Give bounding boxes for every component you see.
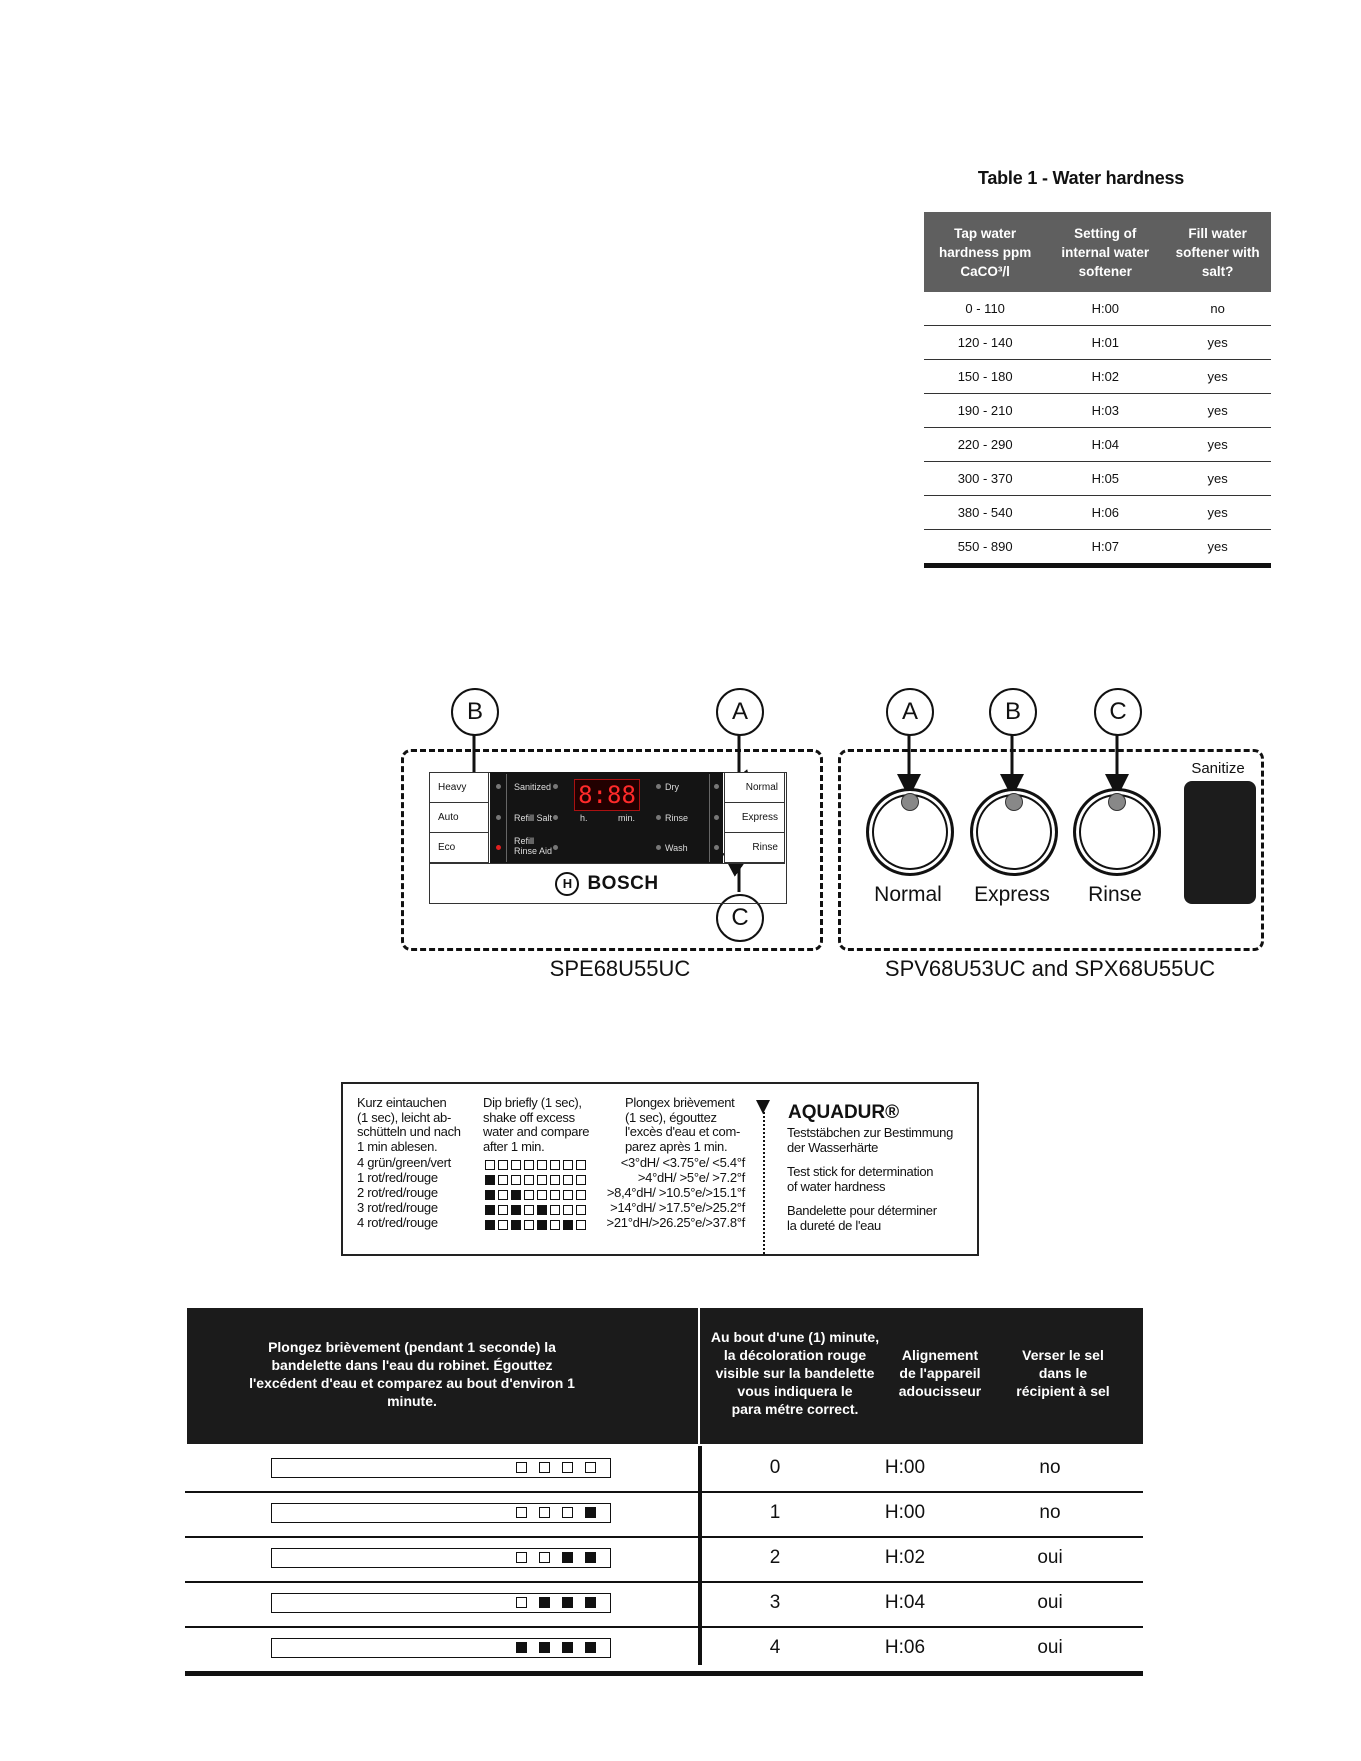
table-cell: yes	[1164, 496, 1271, 530]
callout-c-right: C	[1094, 688, 1142, 736]
aquadur-level-label: 2 rot/red/rouge	[357, 1185, 438, 1200]
test-strip	[271, 1503, 611, 1523]
aquadur-level-label: 3 rot/red/rouge	[357, 1200, 438, 1215]
aquadur-instructions-en	[483, 1096, 589, 1154]
eco-led	[496, 845, 501, 850]
header-alignment	[885, 1346, 995, 1400]
express-button[interactable]: Express	[724, 802, 785, 833]
test-pad	[562, 1507, 573, 1518]
rinse-aid-led	[553, 845, 558, 850]
cell-setting: H:00	[884, 1502, 926, 1523]
text-line: minute.	[387, 1393, 437, 1409]
header-salt	[1003, 1346, 1123, 1400]
table-cell: H:01	[1046, 326, 1164, 360]
cell-salt: oui	[1037, 1637, 1063, 1658]
callout-a-right: A	[886, 688, 934, 736]
aquadur-level-value: >8,4°dH/ >10.5°e/>15.1°f	[606, 1185, 745, 1200]
test-pad	[539, 1462, 550, 1473]
test-strip	[271, 1638, 611, 1658]
sanitize-display	[1184, 781, 1256, 904]
wash-indicator: Wash	[665, 843, 688, 853]
left-model-label: SPE68U55UC	[549, 956, 691, 981]
display-minutes-label: min.	[618, 813, 636, 823]
test-pad	[539, 1552, 550, 1563]
table-cell: yes	[1164, 462, 1271, 496]
test-pad	[550, 1220, 560, 1230]
aquadur-level-value: >14°dH/ >17.5°e/>25.2°f	[610, 1200, 745, 1215]
test-pad	[516, 1462, 527, 1473]
test-pad	[576, 1175, 586, 1185]
table-row	[185, 1626, 1143, 1676]
table-row	[185, 1536, 1143, 1583]
test-pad	[498, 1190, 508, 1200]
text-line: shake off excess	[483, 1109, 575, 1125]
aquadur-level-label: 1 rot/red/rouge	[357, 1170, 438, 1185]
text-line: after 1 min.	[483, 1138, 545, 1154]
aquadur-level-row	[357, 1156, 757, 1171]
cell-salt: oui	[1037, 1592, 1063, 1613]
normal-led	[714, 784, 719, 789]
test-pad	[498, 1175, 508, 1185]
aquadur-level-row	[357, 1201, 757, 1216]
test-pad	[516, 1552, 527, 1563]
cell-level: 2	[769, 1547, 781, 1568]
test-pad	[562, 1642, 573, 1653]
normal-knob-label: Normal	[874, 883, 942, 906]
text-line: parez après 1 min.	[625, 1138, 728, 1154]
cell-level: 0	[769, 1457, 781, 1478]
sanitized-led	[553, 784, 558, 789]
aquadur-level-value: >21°dH/>26.25°e/>37.8°f	[606, 1215, 745, 1230]
text-line: l'excès d'eau et com-	[625, 1124, 740, 1139]
cell-level: 4	[769, 1637, 781, 1658]
header-result	[703, 1328, 887, 1418]
text-line: schütteln und nach	[357, 1124, 461, 1139]
test-pad	[585, 1462, 596, 1473]
test-pad	[485, 1175, 495, 1185]
text-line: Plongez brièvement (pendant 1 seconde) la	[268, 1339, 556, 1355]
table-cell: H:05	[1046, 462, 1164, 496]
brand-name: BOSCH	[587, 872, 659, 894]
table-cell: 120 - 140	[924, 326, 1046, 360]
text-line: adoucisseur	[898, 1383, 982, 1399]
aquadur-desc-fr	[787, 1204, 937, 1233]
rinse-program-led	[714, 845, 719, 850]
display-hours-label: h.	[580, 813, 588, 823]
cell-salt: no	[1039, 1502, 1061, 1523]
dry-indicator: Dry	[665, 782, 679, 792]
test-strip	[271, 1548, 611, 1568]
cell-setting: H:04	[884, 1592, 926, 1613]
text-line: para métre correct.	[731, 1401, 859, 1417]
rinse-knob-label: Rinse	[1088, 883, 1142, 906]
panel-divider	[709, 774, 710, 862]
wash-led	[656, 845, 661, 850]
test-strip	[271, 1593, 611, 1613]
test-pad	[562, 1462, 573, 1473]
table-cell: yes	[1164, 428, 1271, 462]
text-line: (1 sec), leicht ab-	[357, 1109, 452, 1125]
header-divider	[698, 1308, 700, 1444]
callout-b-right: B	[989, 688, 1037, 736]
table-cell: yes	[1164, 394, 1271, 428]
aquadur-desc-de	[787, 1126, 953, 1155]
aquadur-divider	[763, 1104, 765, 1254]
knob-indicator-icon	[1005, 793, 1023, 811]
text-line: Teststäbchen zur Bestimmung	[787, 1125, 954, 1140]
table1-header-setting: Setting of internal water softener	[1046, 212, 1164, 292]
test-pad	[511, 1220, 521, 1230]
auto-led	[496, 815, 501, 820]
sanitize-label: Sanitize	[1191, 760, 1245, 777]
express-led	[714, 815, 719, 820]
test-pad	[537, 1205, 547, 1215]
auto-button[interactable]: Auto	[429, 802, 489, 833]
heavy-led	[496, 784, 501, 789]
table-row	[185, 1446, 1143, 1493]
test-pad	[585, 1507, 596, 1518]
test-pad	[539, 1642, 550, 1653]
table-cell: 190 - 210	[924, 394, 1046, 428]
table-cell: 550 - 890	[924, 530, 1046, 566]
cell-setting: H:02	[884, 1547, 926, 1568]
rinse-indicator: Rinse	[665, 813, 689, 823]
table-cell: H:02	[1046, 360, 1164, 394]
refill-salt-led	[553, 815, 558, 820]
text-line: water and compare	[483, 1124, 590, 1139]
sanitized-indicator: Sanitized	[514, 782, 552, 792]
aquadur-level-label: 4 grün/green/vert	[357, 1155, 451, 1170]
test-pad	[537, 1175, 547, 1185]
aquadur-color-pads	[485, 1216, 589, 1234]
test-pad	[485, 1160, 495, 1170]
test-pad	[576, 1160, 586, 1170]
test-pad	[485, 1220, 495, 1230]
text-line: Dip briefly (1 sec),	[483, 1095, 582, 1110]
aquadur-desc-en	[787, 1165, 933, 1194]
cell-salt: no	[1039, 1457, 1061, 1478]
test-pad	[511, 1175, 521, 1185]
refill-salt-indicator: Refill Salt	[514, 813, 553, 823]
dip-arrow-icon	[756, 1100, 770, 1114]
aquadur-level-row	[357, 1186, 757, 1201]
test-pad	[516, 1597, 527, 1608]
aquadur-level-list	[357, 1156, 757, 1231]
test-pad	[537, 1220, 547, 1230]
test-pad	[563, 1190, 573, 1200]
cell-level: 1	[769, 1502, 781, 1523]
normal-button[interactable]: Normal	[724, 772, 785, 803]
rinse-button[interactable]: Rinse	[724, 832, 785, 863]
test-pad	[485, 1205, 495, 1215]
test-pad	[498, 1220, 508, 1230]
test-pad	[563, 1220, 573, 1230]
eco-button[interactable]: Eco	[429, 832, 489, 863]
test-pad	[550, 1205, 560, 1215]
test-pad	[550, 1190, 560, 1200]
test-pad	[516, 1642, 527, 1653]
panel-divider	[506, 774, 507, 862]
header-instructions	[247, 1338, 577, 1410]
aquadur-level-value: <3°dH/ <3.75°e/ <5.4°f	[620, 1155, 745, 1170]
brand-strip	[429, 863, 785, 903]
test-pad	[537, 1190, 547, 1200]
test-pad	[550, 1160, 560, 1170]
text-line: der Wasserhärte	[787, 1139, 879, 1155]
table-cell: 150 - 180	[924, 360, 1046, 394]
text-line: la dureté de l'eau	[787, 1217, 881, 1233]
callout-b-left: B	[451, 688, 499, 736]
test-pad	[485, 1190, 495, 1200]
refill-indicator: Refill	[514, 836, 535, 846]
french-table-header	[187, 1308, 1143, 1444]
table-cell: H:07	[1046, 530, 1164, 566]
text-line: 1 min ablesen.	[357, 1138, 438, 1154]
test-pad	[562, 1552, 573, 1563]
test-pad	[524, 1175, 534, 1185]
table-cell: 300 - 370	[924, 462, 1046, 496]
test-pad	[563, 1160, 573, 1170]
test-pad	[498, 1205, 508, 1215]
text-line: dans le	[1038, 1365, 1088, 1381]
table-cell: H:03	[1046, 394, 1164, 428]
aquadur-instructions-de	[357, 1096, 461, 1154]
text-line: of water hardness	[787, 1178, 886, 1194]
callout-c-left: C	[716, 894, 764, 942]
test-pad	[511, 1160, 521, 1170]
test-pad	[563, 1205, 573, 1215]
knob-indicator-icon	[1108, 793, 1126, 811]
text-line: Bandelette pour déterminer	[787, 1203, 937, 1218]
test-pad	[576, 1205, 586, 1215]
table-cell: 380 - 540	[924, 496, 1046, 530]
aquadur-instructions-fr	[625, 1096, 740, 1154]
text-line: bandelette dans l'eau du robinet. Égouttez	[271, 1357, 553, 1373]
dry-led	[656, 784, 661, 789]
table-cell: yes	[1164, 530, 1271, 566]
aquadur-level-value: >4°dH/ >5°e/ >7.2°f	[637, 1170, 745, 1185]
test-pad	[524, 1160, 534, 1170]
text-line: Verser le sel	[1022, 1347, 1104, 1363]
table-cell: no	[1164, 292, 1271, 326]
right-model-label: SPV68U53UC and SPX68U55UC	[884, 956, 1216, 981]
table-cell: 0 - 110	[924, 292, 1046, 326]
cell-setting: H:06	[884, 1637, 926, 1658]
aquadur-level-row	[357, 1216, 757, 1231]
table-cell: H:00	[1046, 292, 1164, 326]
knob-indicator-icon	[901, 793, 919, 811]
text-line: visible sur la bandelette	[715, 1365, 875, 1381]
cell-setting: H:00	[884, 1457, 926, 1478]
aquadur-card	[341, 1082, 979, 1256]
test-pad	[516, 1507, 527, 1518]
rinse-led	[656, 815, 661, 820]
test-pad	[576, 1220, 586, 1230]
callout-a-left: A	[716, 688, 764, 736]
test-pad	[562, 1597, 573, 1608]
aquadur-level-label: 4 rot/red/rouge	[357, 1215, 438, 1230]
test-pad	[539, 1507, 550, 1518]
table-cell: H:04	[1046, 428, 1164, 462]
test-pad	[563, 1175, 573, 1185]
heavy-button[interactable]: Heavy	[429, 772, 489, 803]
test-pad	[539, 1597, 550, 1608]
text-line: Kurz eintauchen	[357, 1095, 447, 1110]
test-pad	[585, 1552, 596, 1563]
table-cell: 220 - 290	[924, 428, 1046, 462]
text-line: Test stick for determination	[787, 1164, 934, 1179]
test-pad	[498, 1160, 508, 1170]
text-line: Alignement	[901, 1347, 979, 1363]
test-pad	[511, 1190, 521, 1200]
cell-salt: oui	[1037, 1547, 1063, 1568]
text-line: vous indiquera le	[737, 1383, 853, 1399]
text-line: récipient à sel	[1016, 1383, 1110, 1399]
text-line: Plongex brièvement	[625, 1095, 735, 1110]
aquadur-level-row	[357, 1171, 757, 1186]
cell-level: 3	[769, 1592, 781, 1613]
table1-header-salt: Fill water softener with salt?	[1164, 212, 1271, 292]
test-pad	[537, 1160, 547, 1170]
text-line: la décoloration rouge	[723, 1347, 867, 1363]
bosch-logo-icon: H	[555, 872, 579, 896]
test-pad	[524, 1205, 534, 1215]
table-cell: yes	[1164, 326, 1271, 360]
test-pad	[550, 1175, 560, 1185]
time-display: 8:88	[574, 779, 640, 811]
test-strip	[271, 1458, 611, 1478]
rinse-aid-indicator: Rinse Aid	[514, 846, 553, 856]
test-pad	[576, 1190, 586, 1200]
test-pad	[511, 1205, 521, 1215]
text-line: Au bout d'une (1) minute,	[710, 1329, 880, 1345]
table-row	[185, 1491, 1143, 1538]
table-cell: yes	[1164, 360, 1271, 394]
table1-header-hardness: Tap water hardness ppm CaCO³/l	[924, 212, 1046, 292]
express-knob-label: Express	[974, 883, 1050, 906]
text-line: de l'appareil	[899, 1365, 981, 1381]
aquadur-brand: AQUADUR®	[788, 1102, 900, 1123]
test-pad	[585, 1642, 596, 1653]
test-pad	[524, 1190, 534, 1200]
test-pad	[585, 1597, 596, 1608]
table1-title: Table 1 - Water hardness	[977, 168, 1185, 188]
table-cell: H:06	[1046, 496, 1164, 530]
text-line: l'excédent d'eau et comparez au bout d'environ 1	[249, 1375, 575, 1391]
text-line: (1 sec), égouttez	[625, 1109, 717, 1125]
test-pad	[524, 1220, 534, 1230]
table-row	[185, 1581, 1143, 1628]
